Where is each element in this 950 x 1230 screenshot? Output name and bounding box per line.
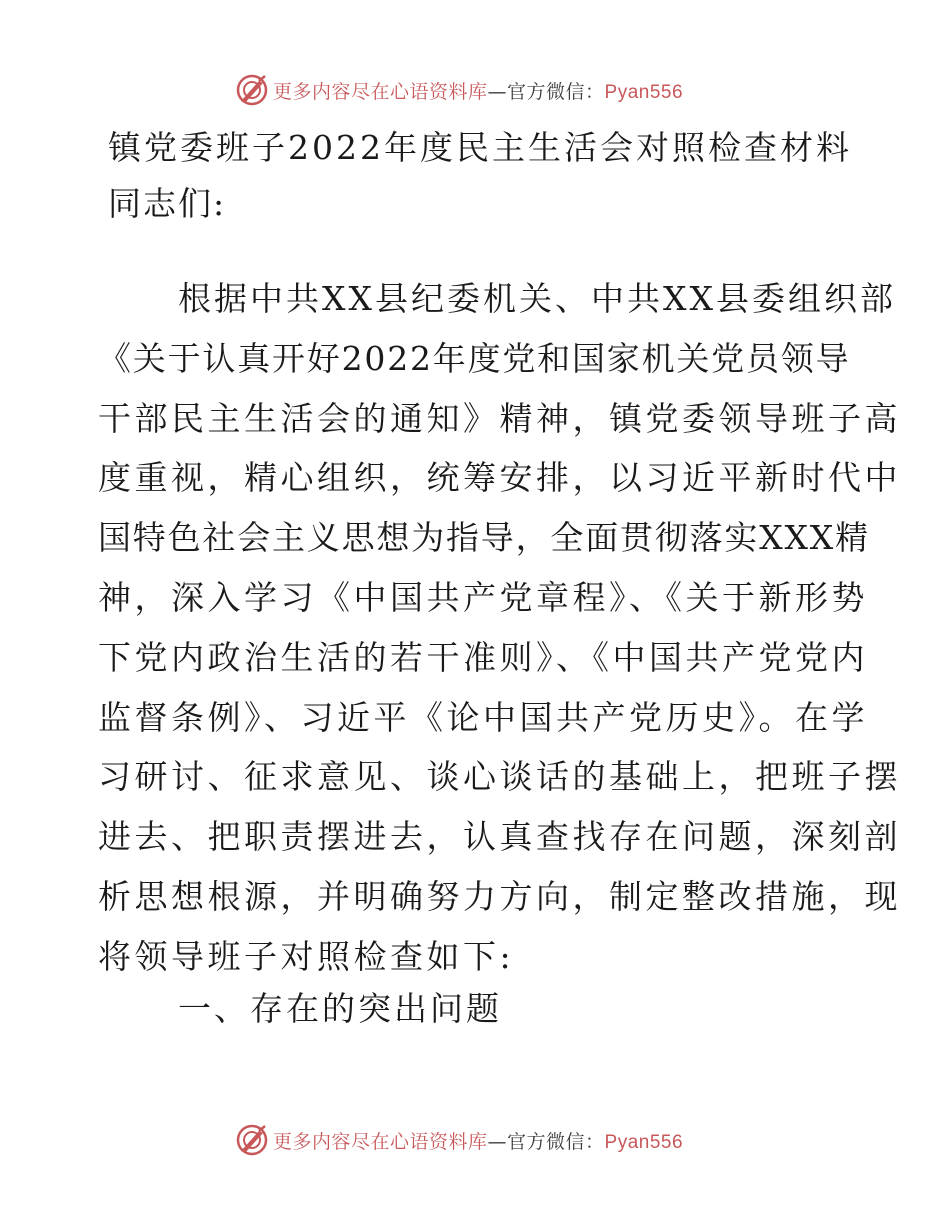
salutation: 同志们:: [108, 184, 227, 223]
watermark-official: 官方微信：: [507, 80, 605, 103]
watermark-id: Pyan556: [604, 1131, 684, 1153]
watermark-official: 官方微信：: [507, 1130, 605, 1153]
section-heading: 一、存在的突出问题: [178, 989, 502, 1028]
paragraph-line: 将领导班子对照检查如下:: [98, 936, 515, 976]
paragraph-line: 习研讨、征求意见、谈心谈话的基础上，把班子摆: [98, 757, 901, 797]
paragraph-line: 根据中共XX县纪委机关、中共XX县委组织部: [178, 279, 896, 318]
header-watermark: [235, 70, 683, 110]
watermark-dash: —: [487, 80, 508, 103]
paragraph-line: 干部民主生活会的通知》精神，镇党委领导班子高: [98, 398, 901, 438]
paragraph-line: 度重视，精心组织，统筹安排，以习近平新时代中: [98, 458, 901, 498]
paragraph-line: 神，深入学习《中国共产党章程》、《关于新形势: [98, 577, 868, 617]
pen-seal-logo-icon: [235, 73, 269, 107]
paragraph-line: 析思想根源，并明确努力方向，制定整改措施，现: [98, 876, 901, 916]
paragraph-line: 下党内政治生活的若干准则》、《中国共产党党内: [98, 637, 868, 677]
watermark-text: [273, 1127, 683, 1154]
paragraph-line: 监督条例》、习近平《论中国共产党历史》。在学: [98, 697, 868, 737]
watermark-id: Pyan556: [604, 81, 684, 103]
body-paragraph: [98, 269, 901, 987]
watermark-prefix: 更多内容尽在心语资料库: [273, 1130, 488, 1153]
pen-seal-logo-icon: [235, 1123, 269, 1157]
paragraph-line: 进去、把职责摆进去，认真查找存在问题，深刻剖: [98, 817, 901, 857]
watermark-dash: —: [487, 1130, 508, 1153]
paragraph-line: 《关于认真开好2022年度党和国家机关党员领导: [98, 338, 851, 378]
watermark-prefix: 更多内容尽在心语资料库: [273, 80, 488, 103]
footer-watermark: [235, 1120, 683, 1160]
watermark-text: [273, 77, 683, 104]
document-title: 镇党委班子2022年度民主生活会对照检查材料: [108, 128, 852, 167]
paragraph-line: 国特色社会主义思想为指导，全面贯彻落实XXX精: [98, 518, 870, 558]
